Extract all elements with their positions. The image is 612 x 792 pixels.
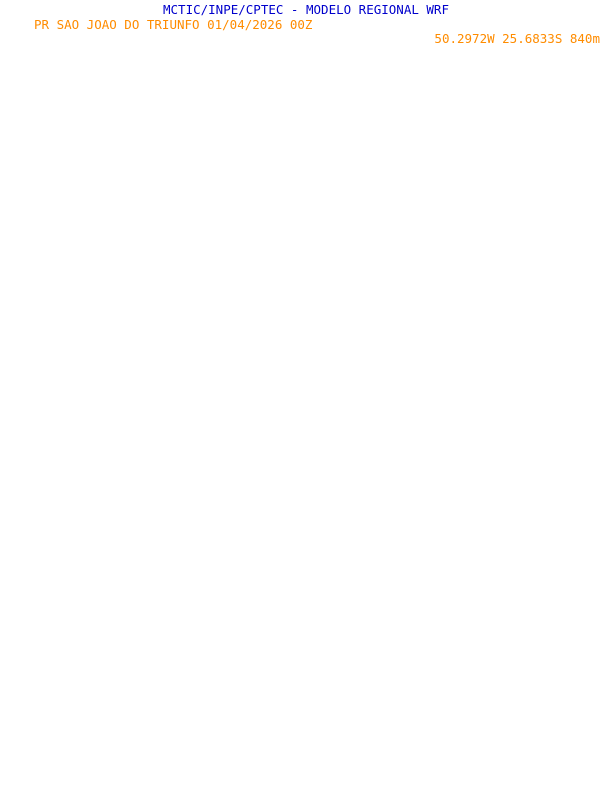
station-subtitle: PR SAO JOAO DO TRIUNFO 01/04/2026 00Z	[34, 17, 313, 32]
page-title: MCTIC/INPE/CPTEC - MODELO REGIONAL WRF	[163, 2, 449, 17]
station-coordinates: 50.2972W 25.6833S 840m	[434, 31, 600, 46]
